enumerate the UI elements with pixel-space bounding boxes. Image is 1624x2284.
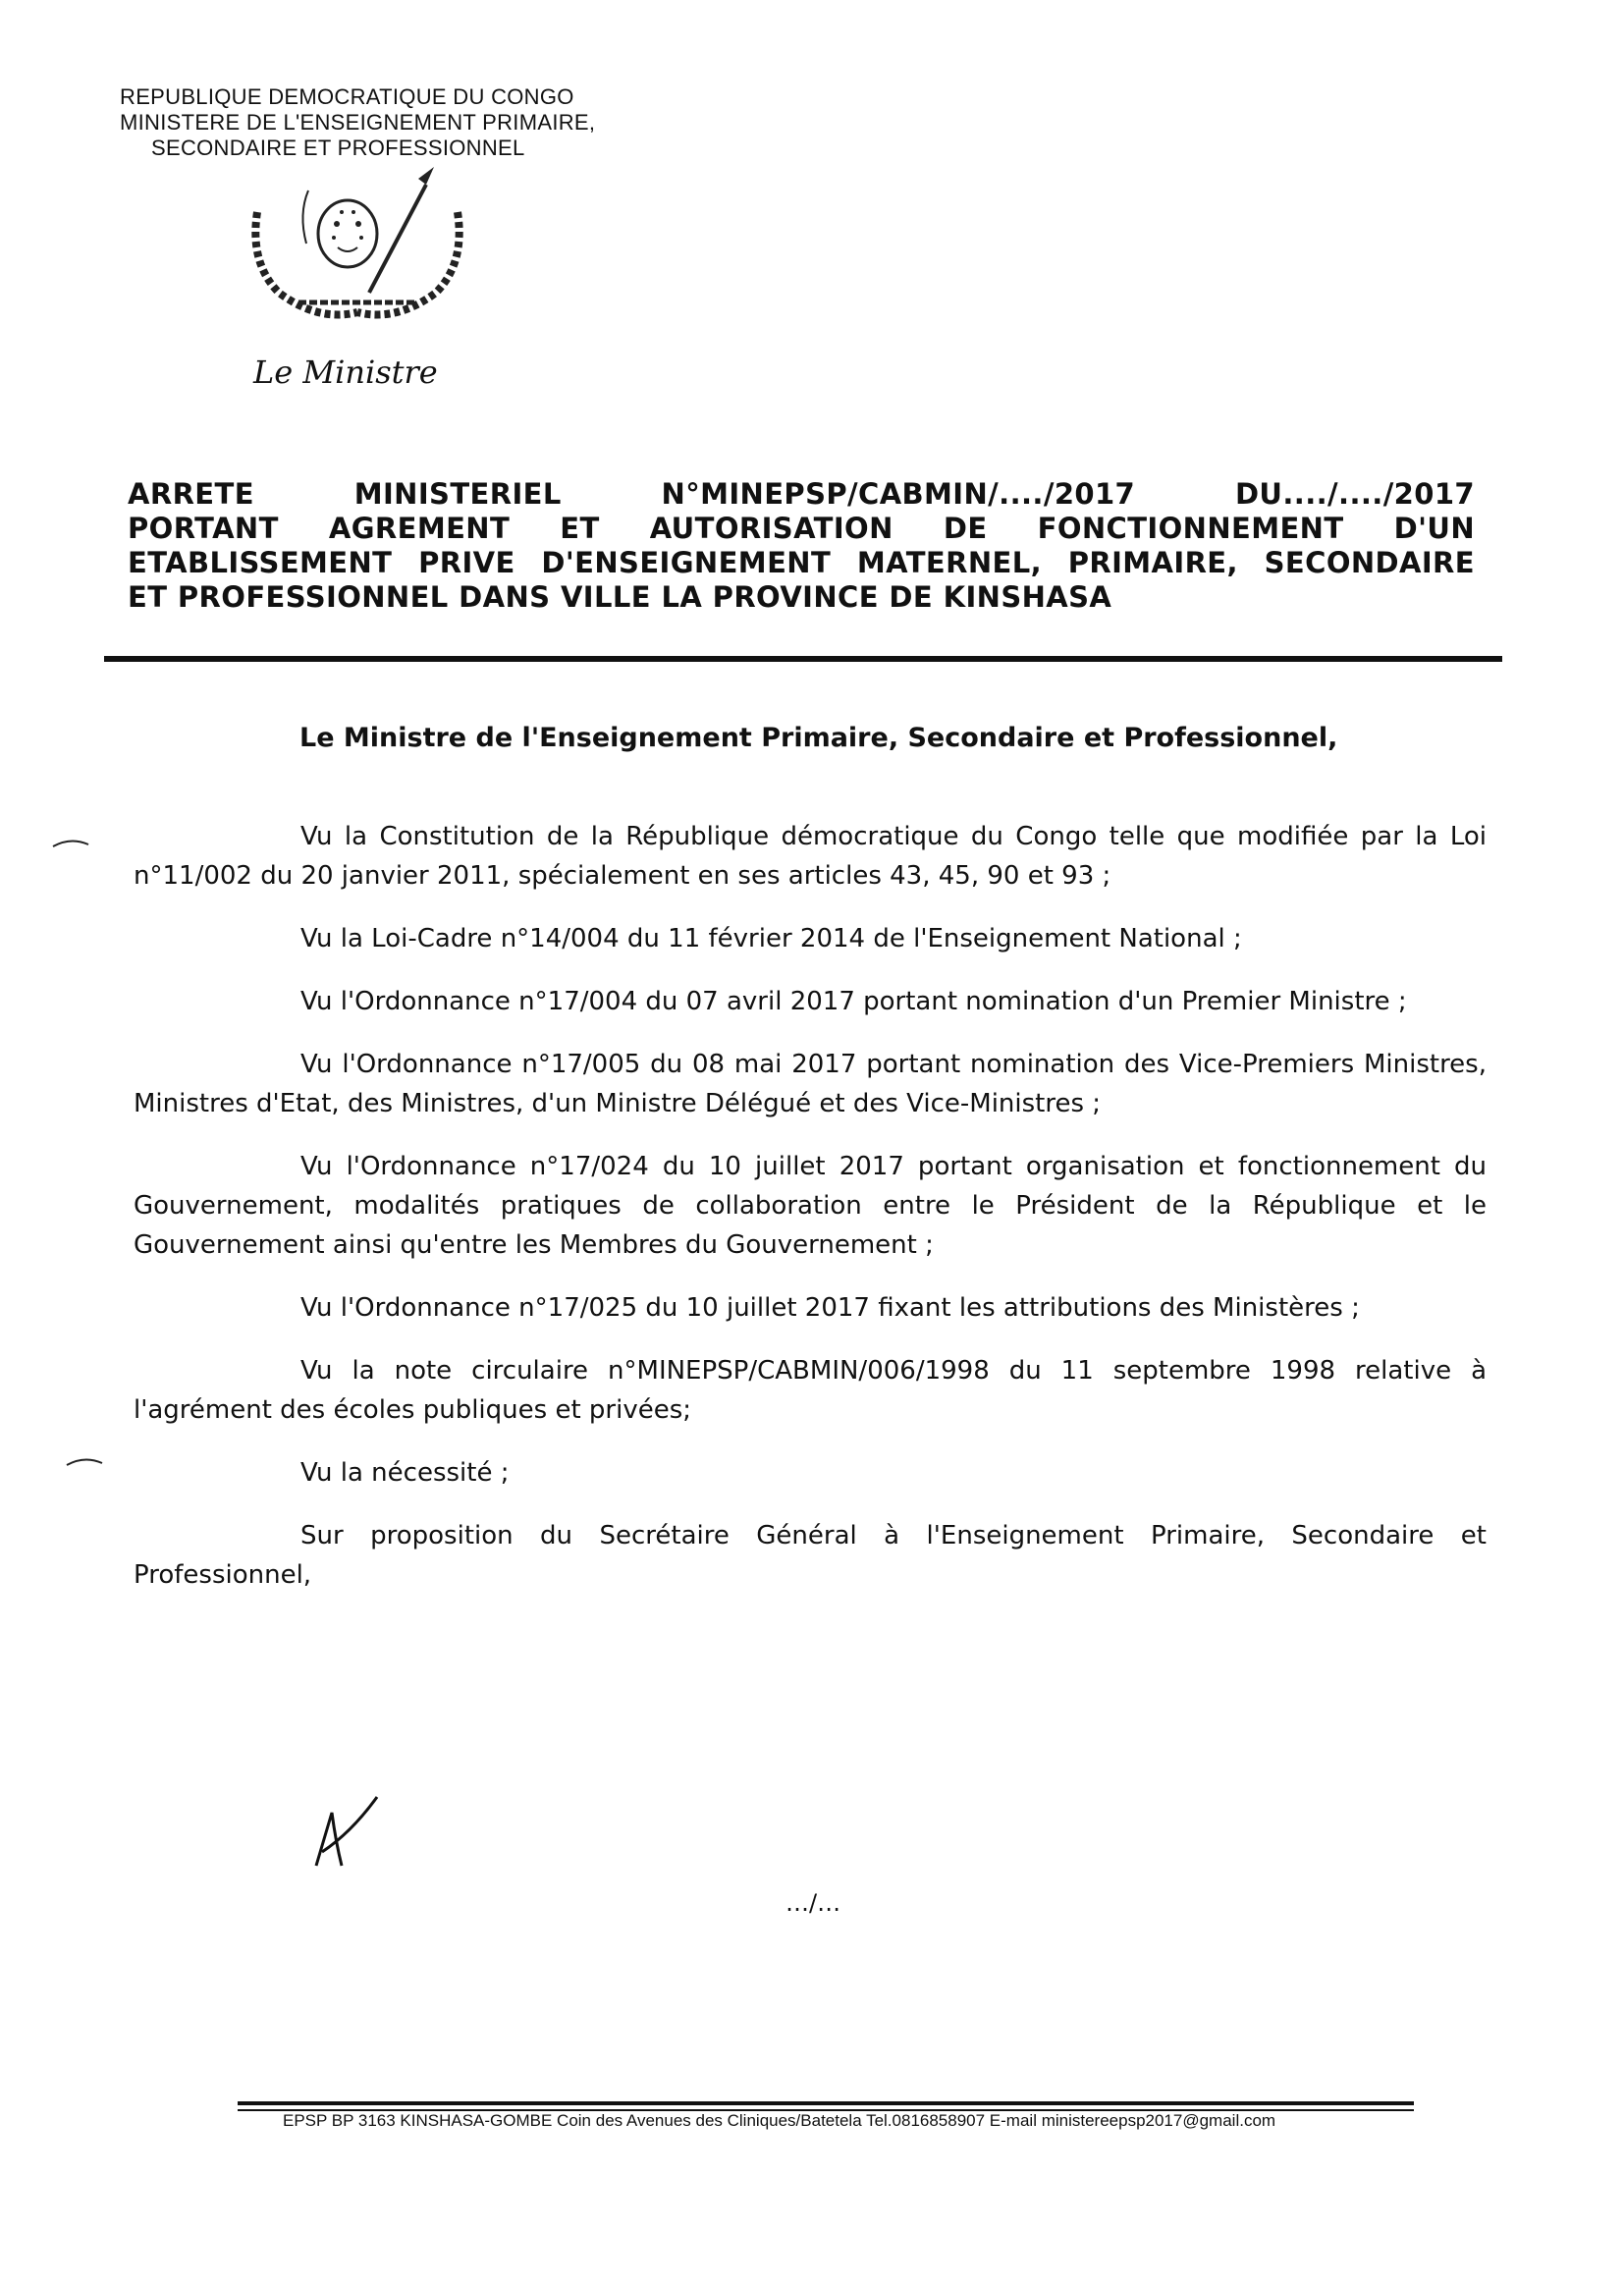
footer-contact: EPSP BP 3163 KINSHASA-GOMBE Coin des Avenues des Cliniques/Batetela Tel.0816858907 E-mail ministereepsp2017@gmail.com — [283, 2111, 1276, 2130]
preamble-paragraph: Vu l'Ordonnance n°17/024 du 10 juillet 2017 portant organisation et fonctionnement du Gouvernement, modalités pratiques de collaboration entre le Président de la République et le Gouvernement ainsi qu'entre les Membres du Gouvernement ; — [134, 1152, 1487, 1260]
preamble-paragraph: Vu l'Ordonnance n°17/005 du 08 mai 2017 portant nomination des Vice-Premiers Ministres, Ministres d'Etat, des Ministres, d'un Ministre Délégué et des Vice-Ministres ; — [134, 1050, 1487, 1118]
preamble-paragraph: Vu l'Ordonnance n°17/025 du 10 juillet 2017 fixant les attributions des Ministères ; — [300, 1293, 1360, 1323]
decree-title-line-3: ETABLISSEMENT PRIVE D'ENSEIGNEMENT MATERNEL, PRIMAIRE, SECONDAIRE — [128, 546, 1475, 579]
preamble-paragraph: Sur proposition du Secrétaire Général à l'Enseignement Primaire, Secondaire et Professionnel, — [134, 1521, 1487, 1590]
preamble — [134, 817, 1487, 1618]
opening-statement: Le Ministre de l'Enseignement Primaire, Secondaire et Professionnel, — [299, 723, 1338, 753]
preamble-paragraph: Vu l'Ordonnance n°17/004 du 07 avril 2017 portant nomination d'un Premier Ministre ; — [300, 987, 1407, 1016]
decree-title-line-1: ARRETE MINISTERIEL N°MINEPSP/CABMIN/..../2017 DU..../..../2017 — [128, 477, 1475, 511]
header-country: REPUBLIQUE DEMOCRATIQUE DU CONGO — [120, 84, 574, 109]
footer-divider — [238, 2101, 1414, 2105]
coat-of-arms-emblem — [240, 165, 475, 332]
decree-title-line-4: ET PROFESSIONNEL DANS VILLE LA PROVINCE DE KINSHASA — [128, 580, 1112, 614]
preamble-paragraph: Vu la note circulaire n°MINEPSP/CABMIN/006/1998 du 11 septembre 1998 relative à l'agrément des écoles publiques et privées; — [134, 1356, 1487, 1425]
preamble-paragraph: Vu la Constitution de la République démocratique du Congo telle que modifiée par la Loi n°11/002 du 20 janvier 2011, spécialement en ses articles 43, 45, 90 et 93 ; — [134, 822, 1487, 891]
minister-signature-title: Le Ministre — [253, 353, 438, 391]
title-divider — [104, 656, 1502, 662]
header-ministry-cont: SECONDAIRE ET PROFESSIONNEL — [151, 136, 525, 160]
continuation-mark: …/… — [785, 1889, 841, 1917]
header-ministry: MINISTERE DE L'ENSEIGNEMENT PRIMAIRE, — [120, 110, 596, 135]
preamble-paragraph: Vu la nécessité ; — [300, 1458, 510, 1488]
decree-title — [128, 477, 1475, 615]
margin-mark — [65, 1453, 104, 1469]
preamble-paragraph: Vu la Loi-Cadre n°14/004 du 11 février 2014 de l'Enseignement National ; — [300, 924, 1242, 953]
handwritten-initial — [312, 1793, 381, 1872]
institution-header — [120, 84, 670, 161]
decree-title-line-2: PORTANT AGREMENT ET AUTORISATION DE FONCTIONNEMENT D'UN — [128, 512, 1475, 545]
margin-mark — [51, 835, 90, 850]
